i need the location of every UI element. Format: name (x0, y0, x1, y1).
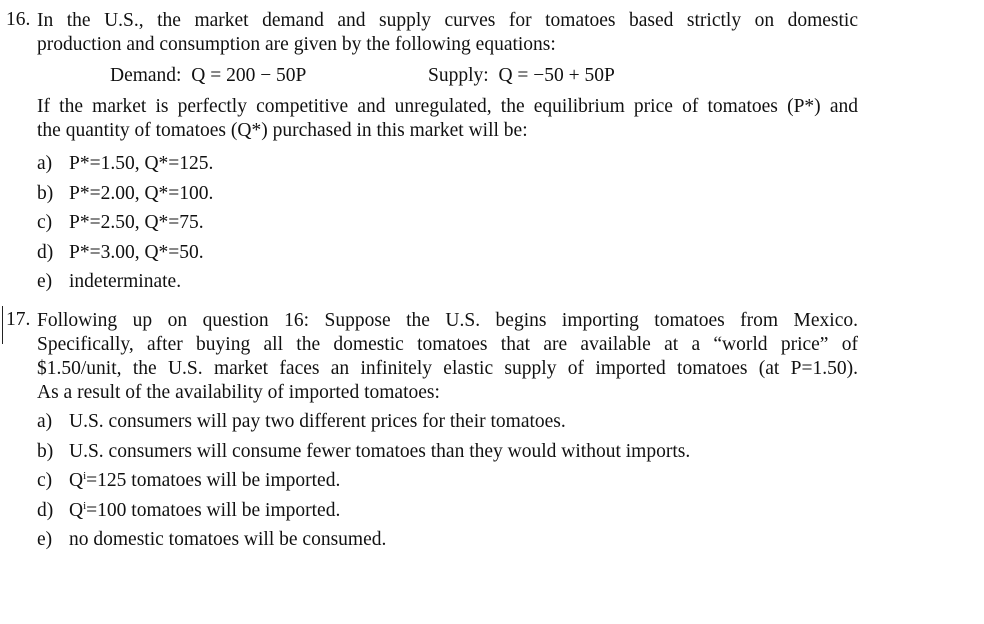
question-16-number: 16. (6, 9, 31, 30)
question-16-prompt-line: If the market is perfectly competitive and unregulated, the equilibrium price of tomatoes (P*) and (37, 96, 858, 117)
choice-text: no domestic tomatoes will be consumed. (69, 529, 387, 550)
question-17 (6, 309, 858, 555)
choice-text (69, 466, 340, 496)
choice-letter: b) (37, 182, 54, 204)
choice-text: U.S. consumers will consume fewer tomatoes than they would without imports. (69, 440, 691, 462)
choice-letter: b) (37, 440, 54, 462)
quantity-symbol: Q (69, 499, 84, 521)
choice-text: U.S. consumers will pay two different prices for their tomatoes. (69, 411, 566, 432)
choice-letter: a) (37, 411, 53, 432)
question-17-text-line: Following up on question 16: Suppose the U.S. begins importing tomatoes from Mexico. (37, 310, 858, 331)
choice-text: P*=2.50, Q*=75. (69, 212, 204, 233)
question-17-body (37, 309, 858, 555)
question-17-text-line: Specifically, after buying all the domestic tomatoes that are available at a “world price” of (37, 334, 858, 355)
answer-choice[interactable] (37, 525, 858, 555)
question-17-choices (37, 407, 858, 555)
choice-text-rest: =125 tomatoes will be imported. (86, 470, 341, 491)
answer-choice[interactable] (37, 179, 858, 209)
question-16-intro-line: production and consumption are given by the following equations: (37, 34, 556, 55)
answer-choice[interactable] (37, 496, 858, 526)
choice-text: indeterminate. (69, 271, 182, 292)
answer-choice[interactable] (37, 208, 858, 238)
demand-formula: Q = 200 − 50P (191, 65, 307, 86)
choice-letter: a) (37, 153, 53, 174)
import-superscript: i (83, 499, 87, 512)
choice-letter: c) (37, 470, 53, 491)
equations (37, 64, 858, 88)
question-17-text-line: As a result of the availability of imported tomatoes: (37, 382, 440, 403)
question-16 (6, 9, 858, 297)
import-superscript: i (83, 470, 87, 482)
choice-letter: e) (37, 529, 53, 550)
choice-text: P*=2.00, Q*=100. (69, 182, 214, 204)
question-16-prompt-line: the quantity of tomatoes (Q*) purchased in this market will be: (37, 120, 528, 141)
demand-equation (110, 64, 306, 88)
choice-text (69, 496, 340, 526)
quantity-symbol: Q (69, 470, 84, 491)
answer-choice[interactable] (37, 437, 858, 467)
question-16-intro-line: In the U.S., the market demand and supply curves for tomatoes based strictly on domestic (37, 10, 858, 31)
answer-choice[interactable] (37, 407, 858, 437)
answer-choice[interactable] (37, 466, 858, 496)
choice-letter: e) (37, 271, 53, 292)
demand-label: Demand: (110, 65, 182, 86)
question-16-body (37, 9, 858, 297)
question-17-text-line: $1.50/unit, the U.S. market faces an infinitely elastic supply of imported tomatoes (at P=1.50). (37, 358, 858, 379)
answer-choice[interactable] (37, 238, 858, 268)
answer-choice[interactable] (37, 149, 858, 179)
question-16-choices (37, 149, 858, 297)
choice-letter: d) (37, 499, 54, 521)
choice-text-rest: =100 tomatoes will be imported. (86, 499, 341, 521)
choice-letter: c) (37, 212, 53, 233)
supply-label: Supply: (428, 65, 489, 86)
supply-equation (428, 64, 615, 88)
choice-text: P*=3.00, Q*=50. (69, 241, 204, 263)
supply-formula: Q = −50 + 50P (498, 65, 615, 86)
choice-text: P*=1.50, Q*=125. (69, 153, 214, 174)
answer-choice[interactable] (37, 267, 858, 297)
choice-letter: d) (37, 241, 54, 263)
margin-change-bar (2, 306, 3, 344)
question-17-number: 17. (6, 309, 31, 330)
